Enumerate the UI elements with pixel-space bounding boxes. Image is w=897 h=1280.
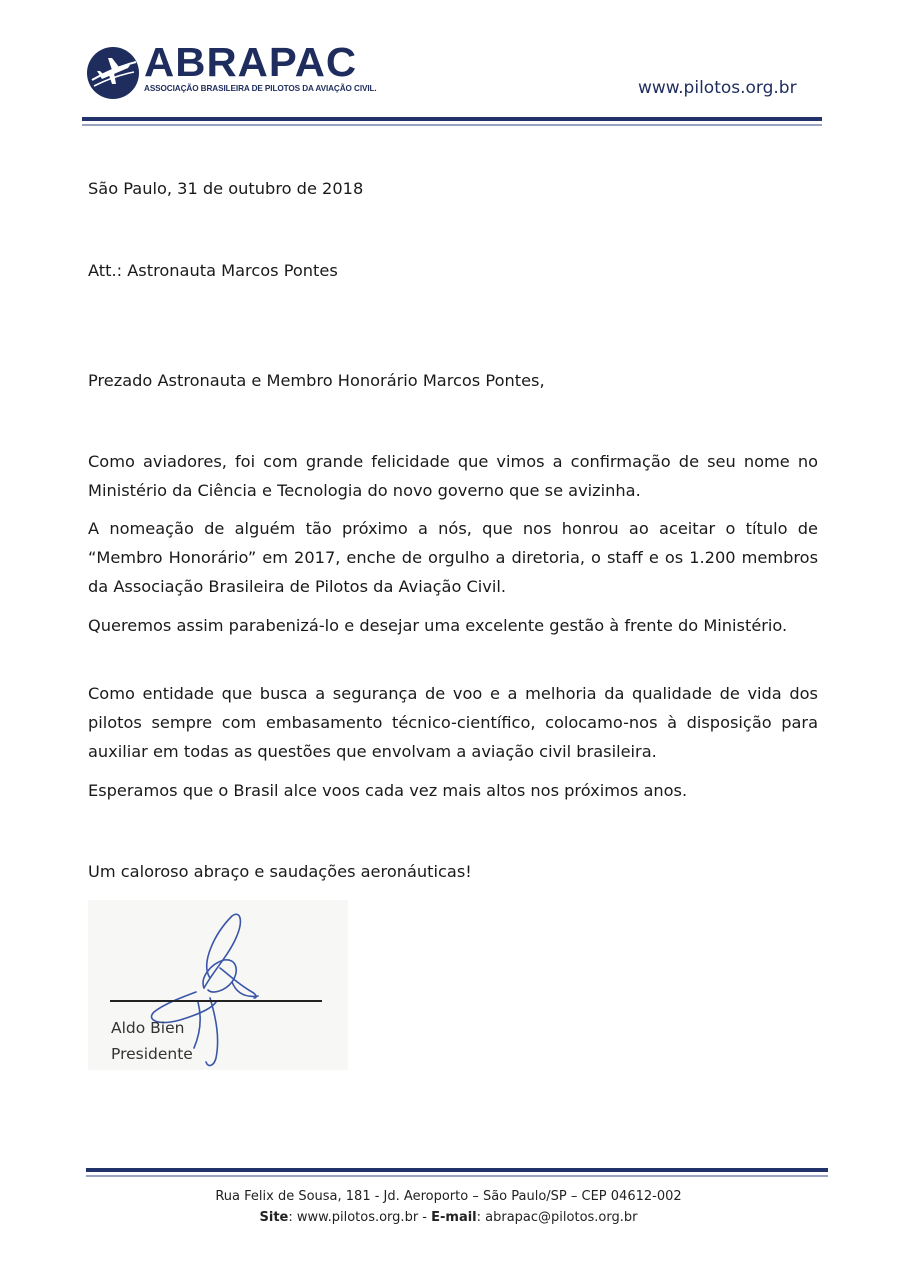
footer-address: Rua Felix de Sousa, 181 - Jd. Aeroporto – São Paulo/SP – CEP 04612-002 (215, 1189, 682, 1204)
logo-subtitle: ASSOCIAÇÃO BRASILEIRA DE PILOTOS DA AVIAÇÃO CIVIL. (144, 84, 377, 93)
footer-email-link[interactable]: : abrapac@pilotos.org.br (476, 1210, 638, 1225)
header-divider-thick (82, 117, 822, 121)
footer-site-link[interactable]: : www.pilotos.org.br - (288, 1210, 432, 1225)
letter-greeting: Prezado Astronauta e Membro Honorário Marcos Pontes, (88, 371, 545, 390)
letter-closing: Um caloroso abraço e saudações aeronáuticas! (88, 862, 472, 881)
paragraph: Como entidade que busca a segurança de voo e a melhoria da qualidade de vida dos pilotos sempre com embasamento técnico-científico, colocamo-nos à disposição para auxiliar em todas as questões que envolvam a aviação civil brasileira. (88, 684, 818, 761)
paragraph: Esperamos que o Brasil alce voos cada vez mais altos nos próximos anos. (88, 781, 688, 800)
signature-line (110, 1000, 322, 1002)
letter-date: São Paulo, 31 de outubro de 2018 (88, 179, 364, 198)
airplane-globe-icon (86, 46, 140, 100)
abrapac-logo (86, 39, 377, 104)
footer-contact (0, 1210, 897, 1225)
signatory-name: Aldo Bien (111, 1019, 185, 1037)
letter-attention: Att.: Astronauta Marcos Pontes (88, 261, 338, 280)
header-website: www.pilotos.org.br (638, 78, 797, 98)
paragraph: Como aviadores, foi com grande felicidade que vimos a confirmação de seu nome no Ministério da Ciência e Tecnologia do novo governo que se avizinha. (88, 452, 818, 500)
paragraph: Queremos assim parabenizá-lo e desejar uma excelente gestão à frente do Ministério. (88, 616, 788, 635)
paragraph: A nomeação de alguém tão próximo a nós, que nos honrou ao aceitar o título de “Membro Honorário” em 2017, enche de orgulho a diretoria, o staff e os 1.200 membros da Associação Brasileira de Pilotos da Aviação Civil. (88, 519, 818, 596)
footer-site-label: Site (259, 1210, 289, 1225)
footer-divider-thin (86, 1175, 828, 1177)
header-divider-thin (82, 124, 822, 126)
footer-divider-thick (86, 1168, 828, 1172)
footer-email-label: E-mail (431, 1210, 477, 1225)
signatory-role: Presidente (111, 1045, 193, 1063)
logo-wordmark: ABRAPAC (144, 39, 358, 85)
